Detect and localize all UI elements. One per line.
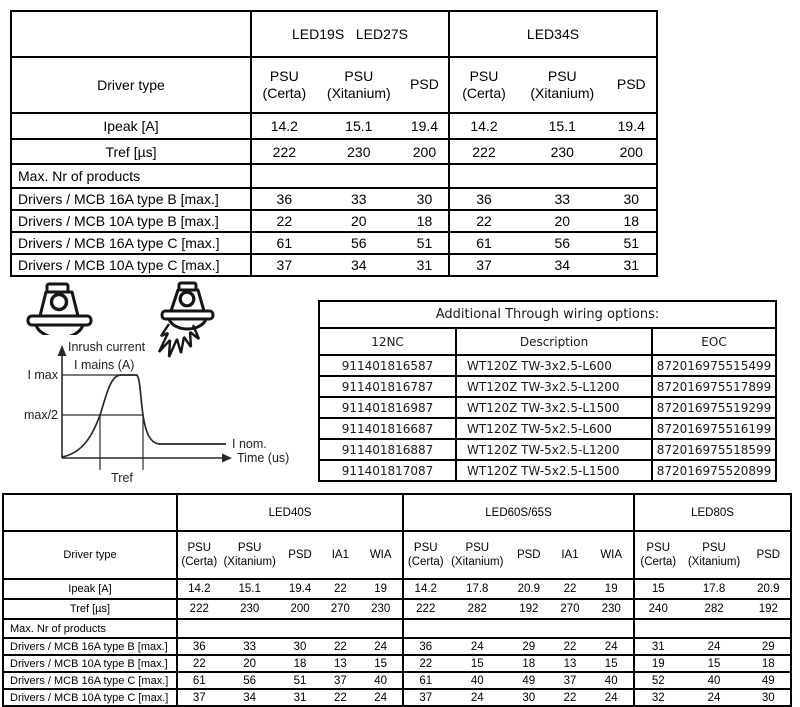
value-cell: 31: [416, 257, 433, 273]
value-cell: 22: [419, 657, 433, 670]
value-cell: 32: [651, 691, 665, 704]
value-cell: 20: [554, 213, 571, 229]
driver-name: PSD: [756, 548, 781, 561]
cell-eoc: 872016975517899: [652, 376, 776, 397]
value-cell: 29: [761, 640, 775, 653]
value-cell: 22: [333, 583, 347, 595]
row-label-tref: Tref [µs]: [3, 599, 177, 619]
value-cell: 13: [333, 657, 347, 670]
value-cell: 34: [554, 257, 571, 273]
row-label-mcb10b: Drivers / MCB 10A type B [max.]: [3, 655, 177, 672]
value-cell: 19: [374, 583, 388, 595]
value-cell: 18: [293, 657, 307, 670]
value-cell: 22: [476, 213, 492, 229]
value-cell: 19.4: [288, 583, 312, 595]
driver-name: WIA: [600, 548, 623, 561]
value-cell: 30: [522, 691, 536, 704]
value-cell: 222: [416, 603, 436, 615]
row-label-ipeak: Ipeak [A]: [3, 579, 177, 599]
value-cell: 17.8: [702, 583, 726, 595]
row-label-max-products: Max. Nr of products: [3, 619, 177, 638]
value-cell: 14.2: [270, 118, 298, 134]
value-cell: 33: [243, 640, 257, 653]
value-cell: 22: [276, 213, 293, 229]
value-cell: 15: [604, 657, 618, 670]
value-cell: 31: [651, 640, 665, 653]
driver-name: PSU: [547, 67, 577, 84]
value-cell: 270: [330, 603, 350, 615]
value-cell: 52: [651, 674, 665, 687]
spec-table-bottom: [2, 493, 792, 707]
value-cell: 230: [240, 603, 260, 615]
empty-corner-cell: [11, 11, 251, 57]
value-cell: 240: [648, 603, 668, 615]
driver-header: [617, 76, 646, 94]
value-cell: 230: [347, 143, 371, 160]
cell-12nc: 911401816587: [319, 355, 456, 376]
value-cell: 230: [601, 603, 621, 615]
value-cell: 40: [470, 674, 484, 687]
value-cell: 192: [758, 603, 778, 615]
driver-name: PSD: [410, 76, 439, 93]
value-cell: 33: [554, 191, 571, 207]
value-cell: 17.8: [466, 583, 489, 595]
value-cell: 14.2: [188, 583, 211, 595]
value-cell: 29: [522, 640, 536, 653]
value-cell: 37: [563, 674, 577, 687]
value-cell: 51: [293, 674, 307, 687]
driver-name: PSU: [344, 67, 374, 84]
driver-name: PSU: [646, 541, 671, 554]
inrush-curve: [62, 375, 226, 457]
row-label-mcb16c: Drivers / MCB 16A type C [max.]: [11, 232, 251, 254]
value-cell: 30: [416, 191, 433, 207]
driver-name: PSD: [616, 76, 646, 93]
value-cell: 200: [290, 603, 310, 615]
driver-name: PSU: [237, 541, 262, 554]
driver-subname: (Certa): [181, 556, 218, 568]
col-header-description: Description: [456, 328, 652, 355]
cell-12nc: 911401816787: [319, 376, 456, 397]
driver-header: [408, 541, 444, 570]
driver-header: [332, 548, 349, 562]
value-cell: 20.9: [517, 583, 540, 595]
value-cell: 37: [476, 257, 492, 273]
value-cell: 36: [192, 640, 206, 653]
cell-description: WT120Z TW-3x2.5-L1200: [456, 376, 652, 397]
value-cell: 30: [293, 640, 307, 653]
value-cell: 40: [604, 674, 618, 687]
driver-subname: (Certa): [407, 556, 444, 568]
row-label-mcb16b: Drivers / MCB 16A type B [max.]: [3, 638, 177, 655]
row-label-mcb16c: Drivers / MCB 16A type C [max.]: [3, 672, 177, 689]
cell-description: WT120Z TW-3x2.5-L1500: [456, 397, 652, 418]
driver-name: PSU: [469, 67, 499, 84]
driver-name: PSU: [702, 541, 726, 554]
value-cell: 56: [554, 235, 571, 251]
group-header-led19s-led27s: LED19S LED27S: [251, 11, 449, 57]
value-cell: 200: [619, 143, 643, 160]
driver-subname: (Certa): [640, 556, 677, 568]
value-cell: 51: [416, 235, 433, 251]
cell-description: WT120Z TW-3x2.5-L600: [456, 355, 652, 376]
driver-name: IA1: [331, 548, 349, 561]
row-label-mcb10c: Drivers / MCB 10A type C [max.]: [11, 254, 251, 276]
value-cell: 30: [761, 691, 775, 704]
value-cell: 270: [560, 603, 580, 615]
value-cell: 36: [476, 191, 492, 207]
value-cell: 18: [416, 213, 433, 229]
value-cell: 222: [189, 603, 209, 615]
value-cell: 49: [522, 674, 536, 687]
value-cell: 37: [333, 674, 347, 687]
driver-header: [517, 548, 541, 562]
cell-12nc: 911401816687: [319, 418, 456, 439]
value-cell: 230: [550, 143, 574, 160]
value-cell: 37: [276, 257, 293, 273]
cell-12nc: 911401817087: [319, 460, 456, 481]
value-cell: 19.4: [410, 118, 439, 134]
driver-subname: (Xitanium): [326, 85, 391, 101]
value-cell: 222: [472, 143, 496, 160]
value-cell: 24: [604, 640, 618, 653]
driver-header: [223, 541, 275, 570]
driver-type-label: Driver type: [3, 531, 177, 579]
imax-label: I max: [27, 368, 58, 382]
value-cell: 18: [761, 657, 775, 670]
value-cell: 56: [351, 235, 367, 251]
cell-eoc: 872016975515499: [652, 355, 776, 376]
row-label-ipeak: Ipeak [A]: [11, 113, 251, 139]
chart-title: Inrush current: [68, 340, 146, 354]
cell-description: WT120Z TW-5x2.5-L1500: [456, 460, 652, 481]
value-cell: 13: [563, 657, 577, 670]
row-label-mcb16b: Drivers / MCB 16A type B [max.]: [11, 188, 251, 210]
value-cell: 40: [374, 674, 388, 687]
value-cell: 24: [604, 691, 618, 704]
row-label-tref: Tref [µs]: [11, 139, 251, 164]
value-cell: 34: [351, 257, 367, 273]
driver-header: [181, 541, 217, 570]
cell-eoc: 872016975520899: [652, 460, 776, 481]
driver-name: PSD: [516, 548, 541, 561]
spec-table-top: [10, 10, 658, 277]
value-cell: 56: [243, 674, 257, 687]
value-cell: 37: [419, 691, 433, 704]
driver-header: [370, 548, 392, 562]
driver-name: PSU: [269, 67, 299, 84]
driver-header: [263, 68, 307, 103]
value-cell: 37: [192, 691, 206, 704]
driver-header: [688, 541, 740, 570]
driver-name: WIA: [369, 548, 392, 561]
col-header-12nc: 12NC: [319, 328, 456, 355]
value-cell: 20: [351, 213, 367, 229]
value-cell: 36: [419, 640, 433, 653]
value-cell: 19: [604, 583, 618, 595]
value-cell: 18: [623, 213, 640, 229]
driver-subname: (Xitanium): [223, 556, 276, 568]
value-cell: 22: [563, 583, 577, 595]
driver-subname: (Xitanium): [451, 556, 504, 568]
value-cell: 24: [374, 691, 388, 704]
value-cell: 33: [351, 191, 367, 207]
value-cell: 24: [470, 691, 484, 704]
driver-subname: (Certa): [262, 85, 307, 101]
value-cell: 15.1: [345, 118, 373, 134]
value-cell: 31: [293, 691, 307, 704]
group-header-led34s: LED34S: [449, 11, 657, 57]
driver-header: [410, 76, 439, 94]
value-cell: 15: [470, 657, 484, 670]
value-cell: 15.1: [548, 118, 576, 134]
driver-subname: (Certa): [462, 85, 506, 101]
value-cell: 14.2: [470, 118, 498, 134]
driver-header: [640, 541, 676, 570]
value-cell: 22: [563, 640, 577, 653]
group-header-led60s-65s: LED60S/65S: [403, 494, 634, 531]
value-cell: 61: [476, 235, 492, 251]
value-cell: 34: [243, 691, 257, 704]
value-cell: 15: [374, 657, 388, 670]
driver-header: [600, 548, 622, 562]
value-cell: 51: [623, 235, 640, 251]
value-cell: 282: [467, 603, 487, 615]
y-axis-label: I mains (A): [74, 358, 135, 372]
driver-header: [462, 68, 506, 103]
inrush-current-chart: [24, 336, 292, 486]
driver-header: [561, 548, 578, 562]
driver-subname: (Xitanium): [687, 556, 741, 568]
value-cell: 22: [192, 657, 206, 670]
empty-corner-cell: [3, 494, 177, 531]
tref-label: Tref: [111, 471, 133, 485]
value-cell: 61: [419, 674, 433, 687]
value-cell: 15.1: [238, 583, 261, 595]
cell-eoc: 872016975518599: [652, 439, 776, 460]
cell-12nc: 911401816987: [319, 397, 456, 418]
driver-name: PSU: [187, 541, 212, 554]
value-cell: 30: [623, 191, 640, 207]
cell-12nc: 911401816887: [319, 439, 456, 460]
driver-name: PSU: [413, 541, 438, 554]
driver-header: [288, 548, 312, 562]
driver-subname: (Xitanium): [530, 85, 595, 101]
value-cell: 222: [272, 143, 297, 160]
value-cell: 36: [276, 191, 293, 207]
value-cell: 20: [243, 657, 257, 670]
downlight-luminaire-icon: [20, 281, 100, 335]
value-cell: 20.9: [757, 583, 780, 595]
value-cell: 230: [371, 603, 391, 615]
value-cell: 24: [470, 640, 484, 653]
cell-description: WT120Z TW-5x2.5-L600: [456, 418, 652, 439]
value-cell: 22: [563, 691, 577, 704]
inom-label: I nom.: [232, 437, 267, 451]
cell-description: WT120Z TW-5x2.5-L1200: [456, 439, 652, 460]
value-cell: 31: [623, 257, 640, 273]
halfmax-label: max/2: [24, 408, 58, 422]
y-axis-arrow-icon: [58, 345, 67, 356]
wiring-table-title: Additional Through wiring options:: [319, 301, 776, 328]
value-cell: 22: [333, 640, 347, 653]
driver-name: IA1: [561, 548, 579, 561]
value-cell: 192: [519, 603, 539, 615]
value-cell: 61: [276, 235, 293, 251]
value-cell: 24: [707, 640, 721, 653]
row-label-mcb10b: Drivers / MCB 10A type B [max.]: [11, 210, 251, 232]
driver-header: [451, 541, 503, 570]
value-cell: 282: [704, 603, 724, 615]
value-cell: 15: [707, 657, 721, 670]
value-cell: 40: [707, 674, 721, 687]
driver-header: [327, 68, 391, 103]
x-axis-label: Time (us): [237, 451, 290, 465]
group-header-led80s: LED80S: [634, 494, 791, 531]
cell-eoc: 872016975516199: [652, 418, 776, 439]
value-cell: 19: [651, 657, 665, 670]
row-label-max-products: Max. Nr of products: [11, 164, 251, 188]
driver-header: [530, 68, 594, 103]
driver-header: [756, 548, 780, 562]
driver-name: PSU: [465, 541, 490, 554]
x-axis-arrow-icon: [222, 454, 232, 463]
value-cell: 61: [192, 674, 206, 687]
value-cell: 15: [651, 583, 665, 595]
row-label-mcb10c: Drivers / MCB 10A type C [max.]: [3, 689, 177, 706]
group-header-led40s: LED40S: [177, 494, 403, 531]
driver-type-label: Driver type: [11, 57, 251, 113]
value-cell: 18: [522, 657, 536, 670]
driver-name: PSD: [288, 548, 312, 561]
col-header-eoc: EOC: [652, 328, 776, 355]
wiring-table: [318, 300, 777, 482]
value-cell: 22: [333, 691, 347, 704]
value-cell: 24: [707, 691, 721, 704]
value-cell: 14.2: [414, 583, 437, 595]
value-cell: 49: [761, 674, 775, 687]
value-cell: 24: [374, 640, 388, 653]
value-cell: 19.4: [617, 118, 645, 134]
cell-eoc: 872016975519299: [652, 397, 776, 418]
value-cell: 200: [412, 143, 437, 160]
